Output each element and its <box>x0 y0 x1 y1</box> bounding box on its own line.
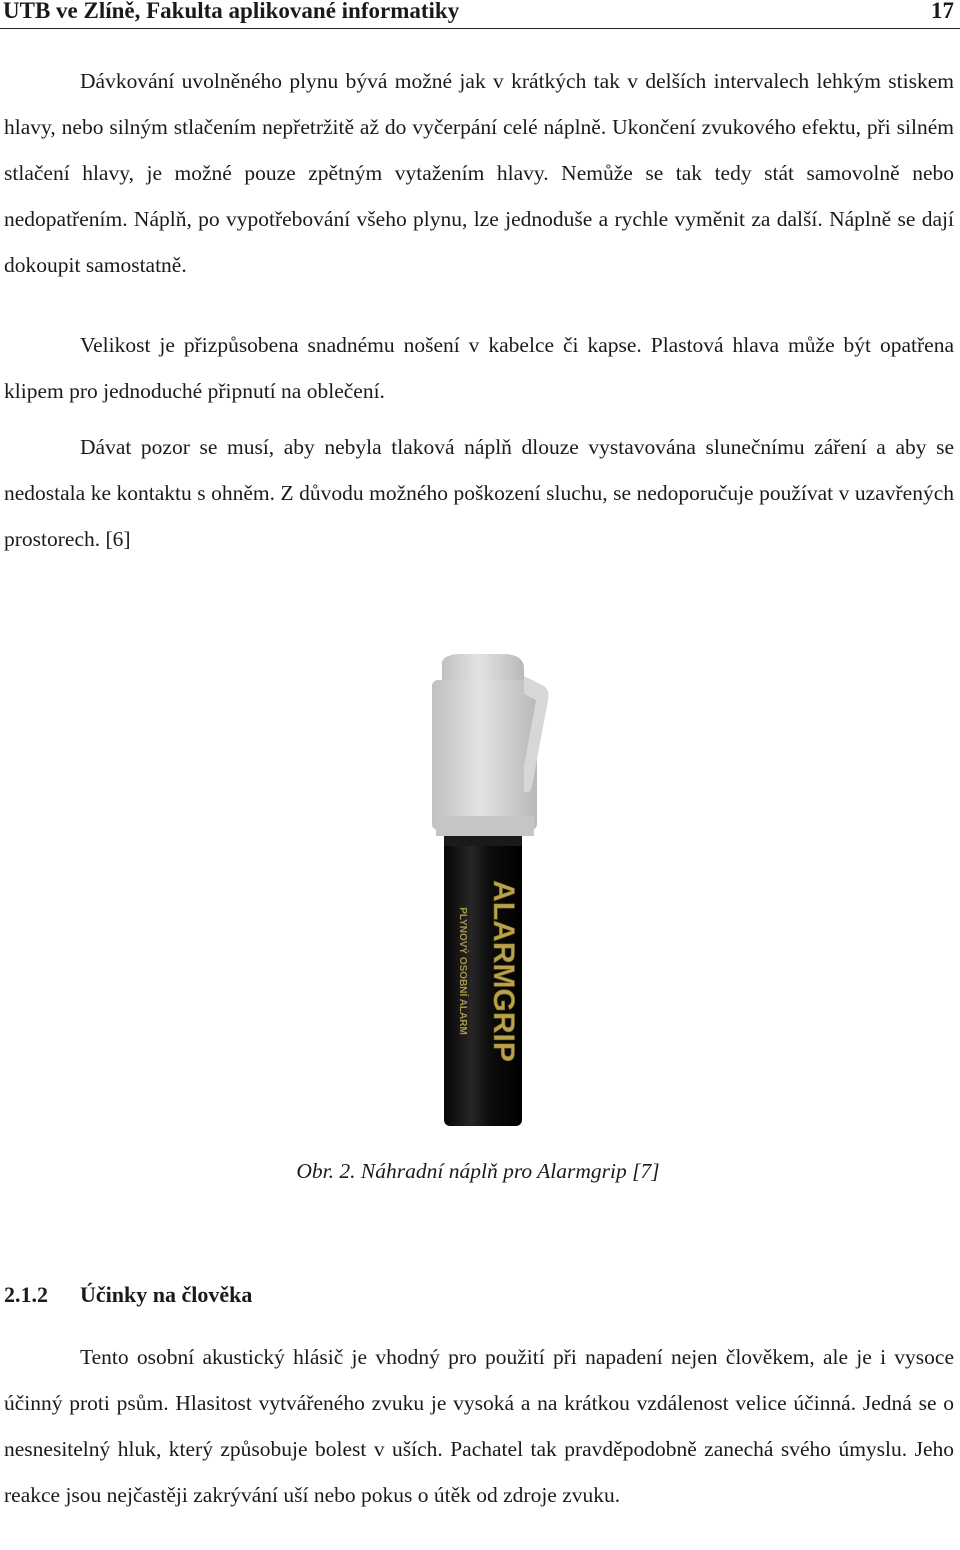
alarm-canister-illustration <box>292 636 665 1133</box>
cap-body <box>432 680 537 830</box>
page-number: 17 <box>931 0 954 23</box>
paragraph-dosing: Dávkování uvolněného plynu bývá možné jak v krátkých tak v delších intervalech lehkým stiskem hlavy, nebo silným stlačením nepřetržitě až do vyčerpání celé náplně. Ukončení zvukového efektu, při silném stlačení hlavy, je možné pouze zpětným vytažením hlavy. Nemůže se tak tedy stát samovolně nebo nedopatřením. Náplň, po vypotřebování všeho plynu, lze jednoduše a rychle vyměnit za další. Náplně se dají dokoupit samostatně. <box>4 69 954 277</box>
paragraph-warning: Dávat pozor se musí, aby nebyla tlaková náplň dlouze vystavována slunečnímu záření a aby se nedostala ke kontaktu s ohněm. Z důvodu možného poškození sluchu, se nedoporučuje používat v uzavřených prostorech. [6] <box>4 435 954 551</box>
cap-top <box>442 654 524 684</box>
logo-text: ALARMGRIP <box>487 880 520 1062</box>
section-number: 2.1.2 <box>4 1282 48 1307</box>
paragraph-effects: Tento osobní akustický hlásič je vhodný pro použití při napadení nejen člověkem, ale je i vysoce účinný proti psům. Hlasitost vytvářeného zvuku je vysoká a na krátkou vzdálenost velice účinná. Jedná se o nesnesitelný hluk, který způsobuje bolest v uších. Pachatel tak pravděpodobně zanechá svého úmyslu. Jeho reakce jsou nejčastěji zakrývání uší nebo pokus o útěk od zdroje zvuku. <box>4 1345 954 1507</box>
header-title: UTB ve Zlíně, Fakulta aplikované informatiky <box>3 0 460 23</box>
figure-caption-text: Obr. 2. Náhradní náplň pro Alarmgrip [7] <box>296 1159 660 1183</box>
page-header <box>0 0 960 29</box>
logo-subtitle: PLYNOVÝ OSOBNÍ ALARM <box>457 907 468 1035</box>
figure-caption <box>0 1159 960 1184</box>
product-photo <box>292 636 665 1133</box>
cap-band <box>436 816 534 836</box>
section-heading <box>4 1282 252 1308</box>
section-title: Účinky na člověka <box>80 1282 253 1307</box>
paragraph-size: Velikost je přizpůsobena snadnému nošení v kabelce či kapse. Plastová hlava může být opatřena klipem pro jednoduché připnutí na oblečení. <box>4 333 954 403</box>
